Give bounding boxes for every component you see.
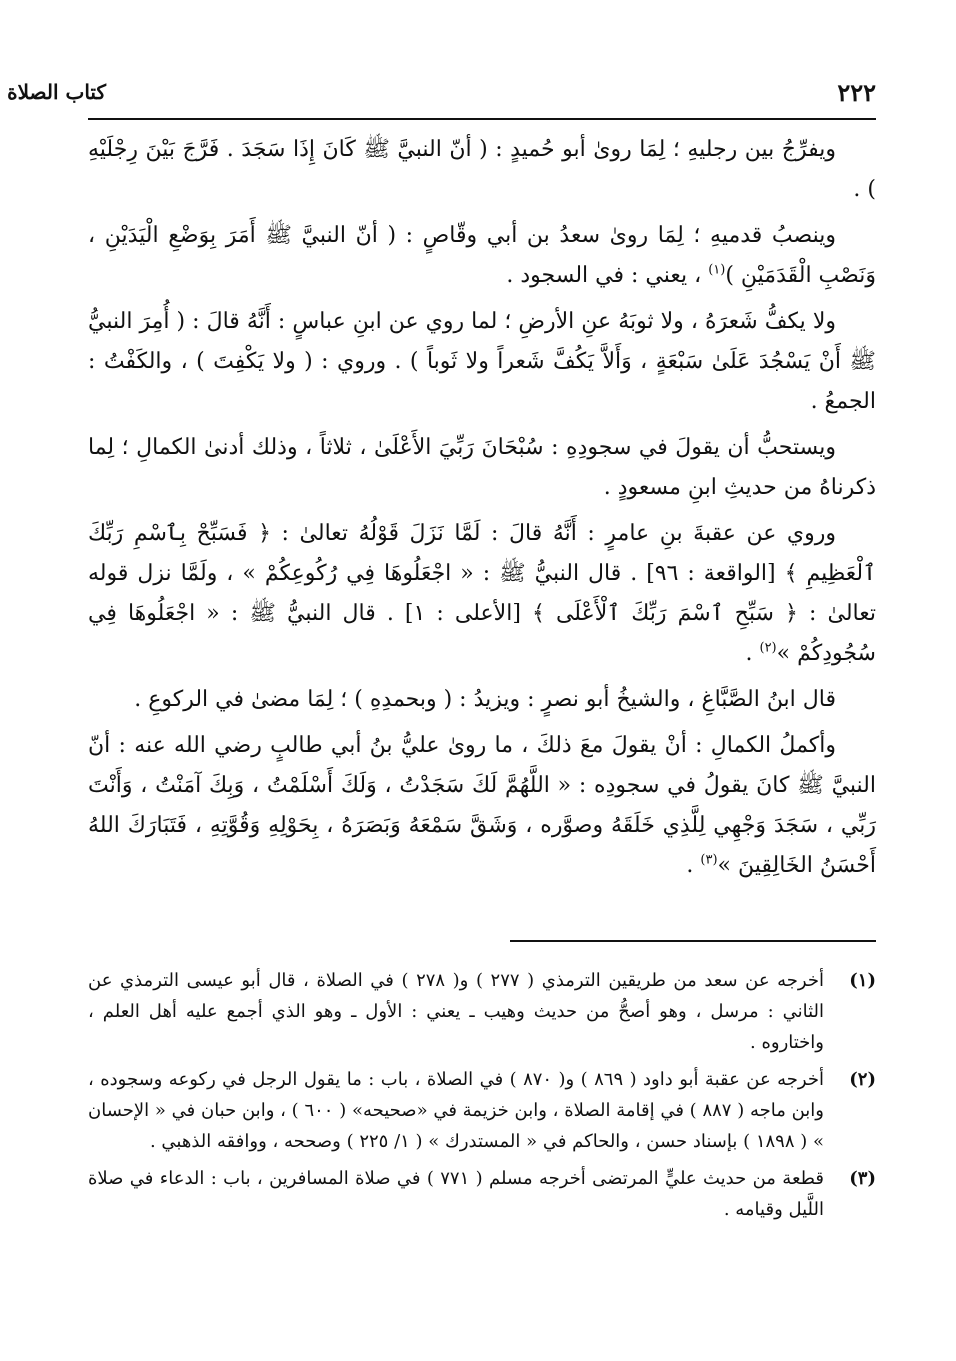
paragraph-text-after: .	[686, 853, 701, 878]
footnote-marker: (١)	[708, 262, 726, 278]
footnote-number: (٣)	[849, 1168, 876, 1189]
footnote-number: (١)	[849, 970, 876, 991]
paragraph-text: قال ابنُ الصَّبَّاغِ ، والشيخُ أبو نصرٍ : ويزيدُ : ( وبحمدِهِ ) ؛ لِمَا مضىٰ في الركوعِ .	[134, 687, 836, 712]
paragraph-text: وأكملُ الكمالِ : أنْ يقولَ معَ ذلكَ ، ما روىٰ عليُّ بنُ أبي طالبٍ رضي الله عنه : أنّ النبيَّ ﷺ كانَ يقولُ في سجودِه : « اللَّهُمَّ لَكَ سَجَدْتُ ، وَلَكَ أَسْلَمْتُ ، وَبِكَ آمَنْتُ ، وَأَنْتَ رَبِّي ، سَجَدَ وَجْهِي لِلَّذِي خَلَقَهُ وصوَّره ، وَشَقَّ سَمْعَهُ وَبَصَرَهُ ، بِحَوْلِهِ وَقُوَّتِهِ ، فَتَبَارَكَ اللهُ أَحْسَنُ الخَالِقِينَ »	[88, 733, 876, 878]
main-text	[88, 130, 876, 892]
paragraph-text: ويستحبُّ أن يقولَ في سجودِهِ : سُبْحَانَ رَبِّيَ الأَعْلَىٰ ، ثلاثاً ، وذلك أدنىٰ الكمالِ ؛ لِما ذكرناهُ من حديثِ ابنِ مسعودٍ .	[88, 435, 876, 500]
page-header	[7, 78, 876, 120]
paragraph	[88, 302, 876, 422]
paragraph-text-after: ، يعني : في السجود .	[506, 263, 709, 288]
page-number: ٢٢٢	[837, 78, 876, 107]
footnote-text: أخرجه عن سعد من طريقين الترمذي ( ٢٧٧ ) و( ٢٧٨ ) في الصلاة ، قال أبو عيسى الترمذي عن الثاني : مرسل ، وهو أصحُّ من حديث وهيب ـ يعني : الأول ـ وهو الذي أجمع عليه أهل العلم ، واختاروه .	[88, 970, 824, 1053]
footnote	[88, 965, 876, 1058]
footnote	[88, 1163, 876, 1225]
footnotes	[88, 965, 876, 1231]
paragraph	[88, 428, 876, 508]
footnote-divider	[510, 940, 876, 942]
footnote-marker: (٣)	[700, 852, 718, 868]
footnote-text: أخرجه عن عقبة أبو داود ( ٨٦٩ ) و( ٨٧٠ ) في الصلاة ، باب : ما يقول الرجل في ركوعه وسجوده ، وابن ماجه ( ٨٨٧ ) في إقامة الصلاة ، وابن خزيمة في «صحيحه» ( ٦٠٠ ) ، وابن حبان في « الإحسان » ( ١٨٩٨ ) بإسناد حسن ، والحاكم في « المستدرك » ( ١/ ٢٢٥ ) وصححه ، ووافقه الذهبي .	[88, 1069, 824, 1152]
footnote-marker: (٢)	[759, 640, 777, 656]
paragraph	[88, 130, 876, 210]
paragraph-text: وروي عن عقبةَ بنِ عامرٍ : أَنَّهُ قالَ : لَمَّا نَزَلَ قَوْلُهُ تعالىٰ : ﴿ فَسَبِّحْ بِٱسْمِ رَبِّكَ ٱلْعَظِيمِ ﴾ [الواقعة : ٩٦] . قال النبيُّ ﷺ : « اجْعَلُوهَا فِي رُكُوعِكُمْ » ، ولَمَّا نزل قوله تعالىٰ : ﴿ سَبِّحِ ٱسْمَ رَبِّكَ ٱلْأَعْلَى ﴾ [الأعلى : ١] . قال النبيُّ ﷺ : « اجْعَلُوهَا فِي سُجُودِكُمْ »	[88, 521, 876, 666]
paragraph-text: ولا يكفُّ شَعرَهُ ، ولا ثوبَهُ عنِ الأرضِ ؛ لما روي عن ابنِ عباسٍ : أَنَّهُ قالَ : ( أُمِرَ النبيُّ ﷺ أَنْ يَسْجُدَ عَلَىٰ سَبْعَةٍ ، وَأَلاَّ يَكُفَّ شَعراً ولا ثَوباً ) . وروي : ( ولا يَكْفِتَ ) ، والكَفْتُ : الجمعُ .	[88, 309, 876, 414]
paragraph	[88, 726, 876, 886]
paragraph-text-after: .	[745, 641, 760, 666]
footnote-number: (٢)	[849, 1069, 876, 1090]
footnote-text: قطعة من حديث عليٍّ المرتضى أخرجه مسلم ( ٧٧١ ) في صلاة المسافرين ، باب : الدعاء في صلاة اللَّيل وقيامه .	[88, 1168, 824, 1220]
paragraph	[88, 680, 876, 720]
paragraph	[88, 514, 876, 674]
paragraph	[88, 216, 876, 296]
footnote	[88, 1064, 876, 1157]
paragraph-text: ويفرِّجُ بين رجليهِ ؛ لِمَا روىٰ أبو حُميدٍ : ( أنّ النبيَّ ﷺ كَانَ إِذَا سَجَدَ . فَرَّجَ بَيْنَ رِجْلَيْهِ ) .	[88, 137, 876, 202]
book-title: كتاب الصلاة	[7, 80, 106, 104]
paragraph-text: وينصبُ قدميهِ ؛ لِمَا روىٰ سعدُ بن أبي وقّاصٍ : ( أنّ النبيَّ ﷺ أَمَرَ بِوَضْعِ الْيَدَيْنِ ، وَنَصْبِ الْقَدَمَيْنِ )	[88, 223, 876, 288]
